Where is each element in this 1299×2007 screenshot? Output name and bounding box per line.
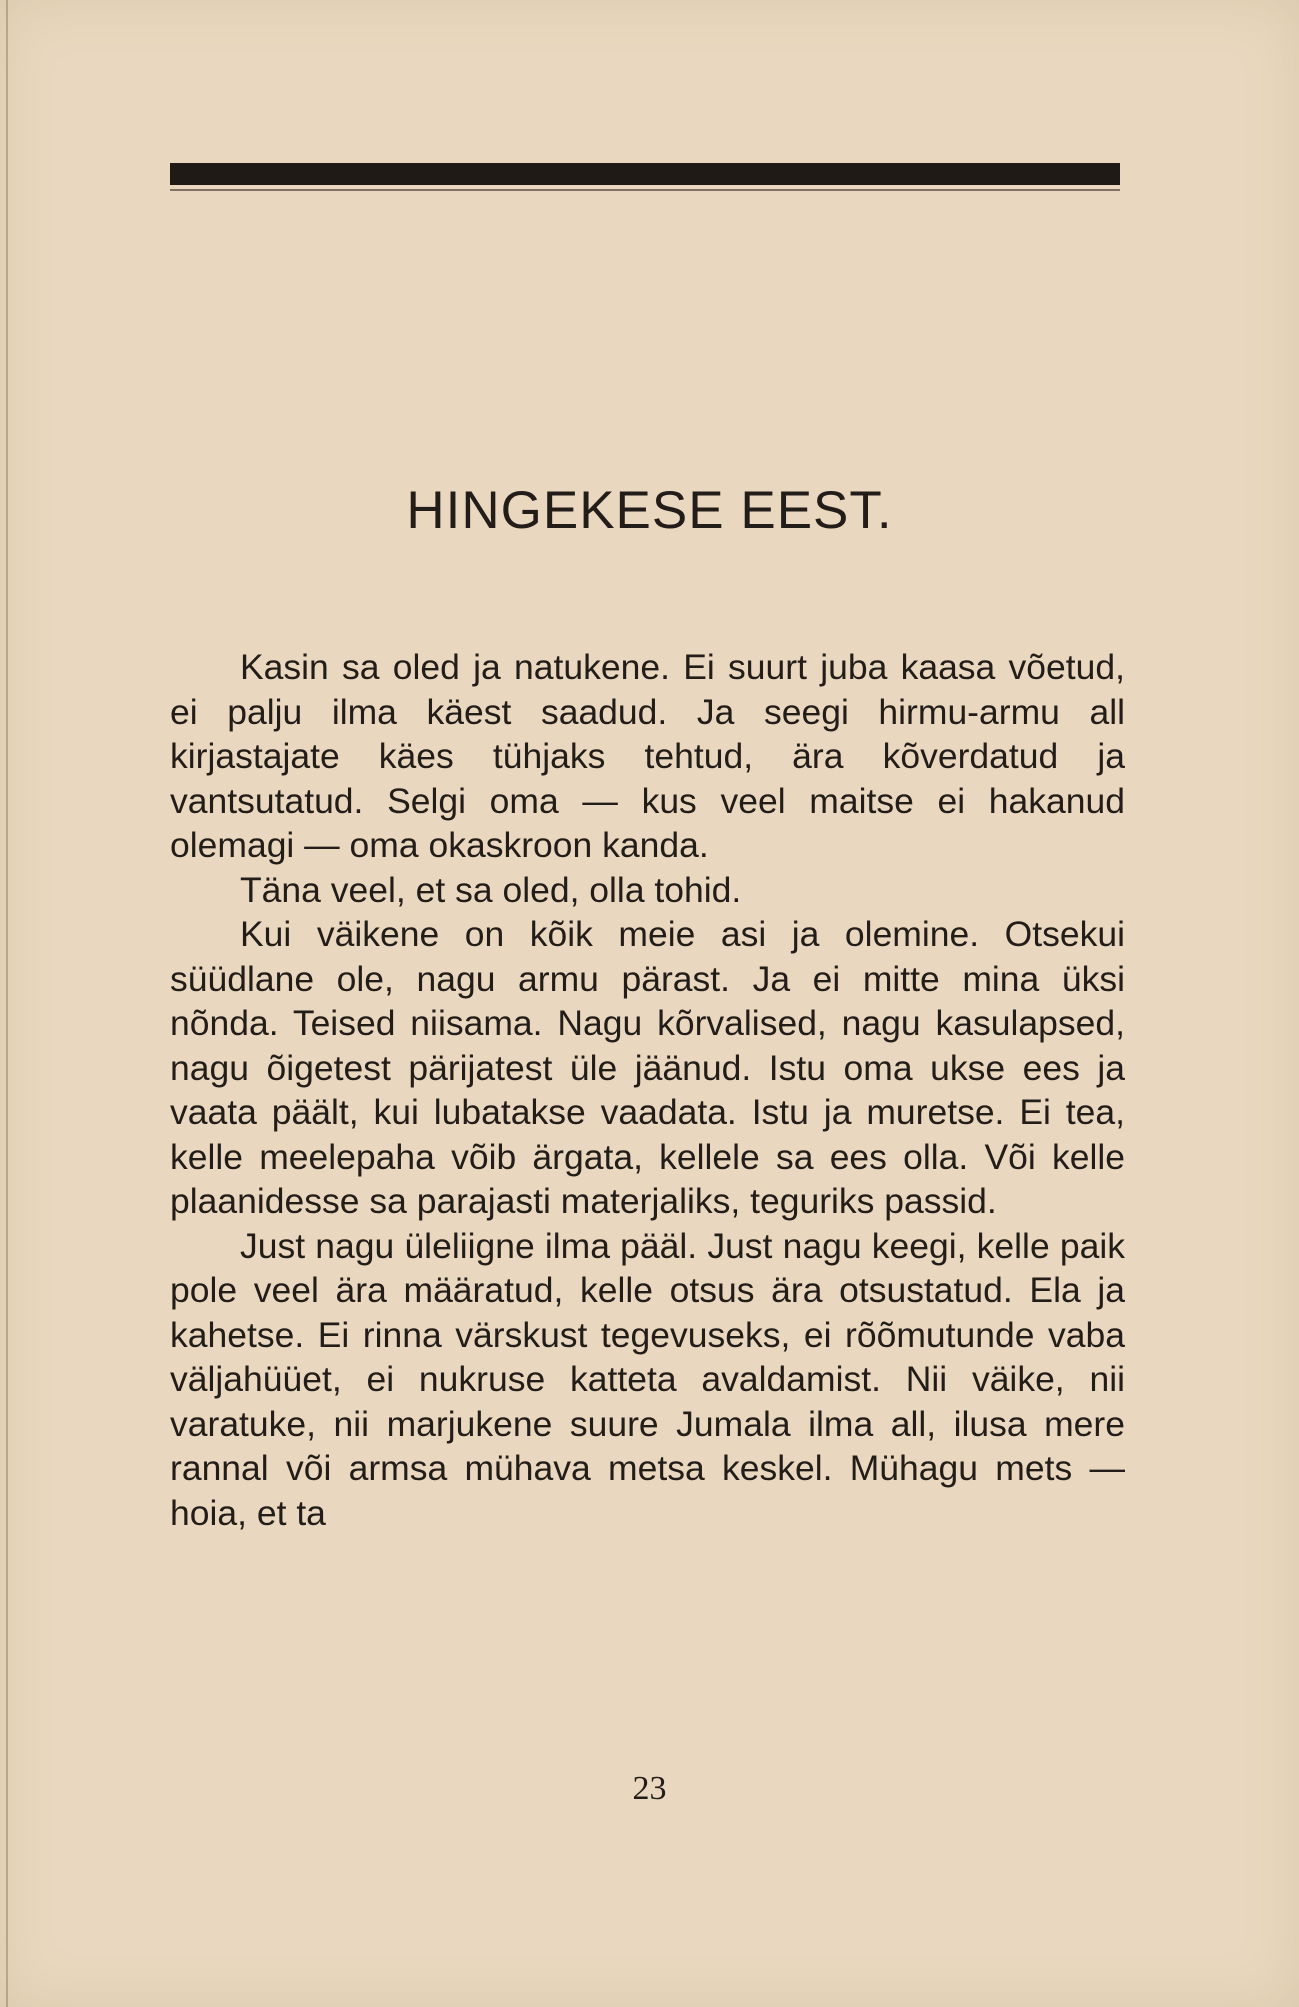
page-number: 23: [632, 1770, 667, 1807]
page-edge-shadow: [6, 0, 8, 2007]
chapter-title: HINGEKESE EEST.: [406, 481, 893, 540]
body-text: [170, 645, 1125, 1535]
header-rule-thin: [170, 189, 1120, 191]
paragraph: Just nagu üleliigne ilma pääl. Just nagu keegi, kelle paik pole veel ära määratud, kelle otsus ära otsustatud. Ela ja kahetse. Ei rinna värskust tegevuseks, ei rõõmutunde vaba väljahüüet, ei nukruse katteta avaldamist. Nii väike, nii varatuke, nii marjukene suure Jumala ilma all, ilusa mere rannal või armsa mühava metsa keskel. Mühagu mets — hoia, et ta: [170, 1225, 1125, 1533]
paragraph: Täna veel, et sa oled, olla tohid.: [240, 869, 742, 910]
header-rule: [170, 163, 1120, 185]
paragraph: Kui väikene on kõik meie asi ja olemine. Otsekui süüdlane ole, nagu armu pärast. Ja ei mitte mina üksi nõnda. Teised niisama. Nagu kõrvalised, nagu kasulapsed, nagu õigetest pärijatest üle jäänud. Istu oma ukse ees ja vaata päält, kui lubatakse vaadata. Istu ja muretse. Ei tea, kelle meelepaha võib ärgata, kellele sa ees olla. Või kelle plaanidesse sa parajasti materjaliks, teguriks passid.: [170, 914, 1125, 1221]
paragraph: Kasin sa oled ja natukene. Ei suurt juba kaasa võetud, ei palju ilma käest saadud. Ja seegi hirmu-armu all kirjastajate käes tühjaks tehtud, ära kõverdatud ja vantsutatud. Selgi oma — kus veel maitse ei hakanud olemagi — oma okaskroon kanda.: [170, 647, 1125, 865]
